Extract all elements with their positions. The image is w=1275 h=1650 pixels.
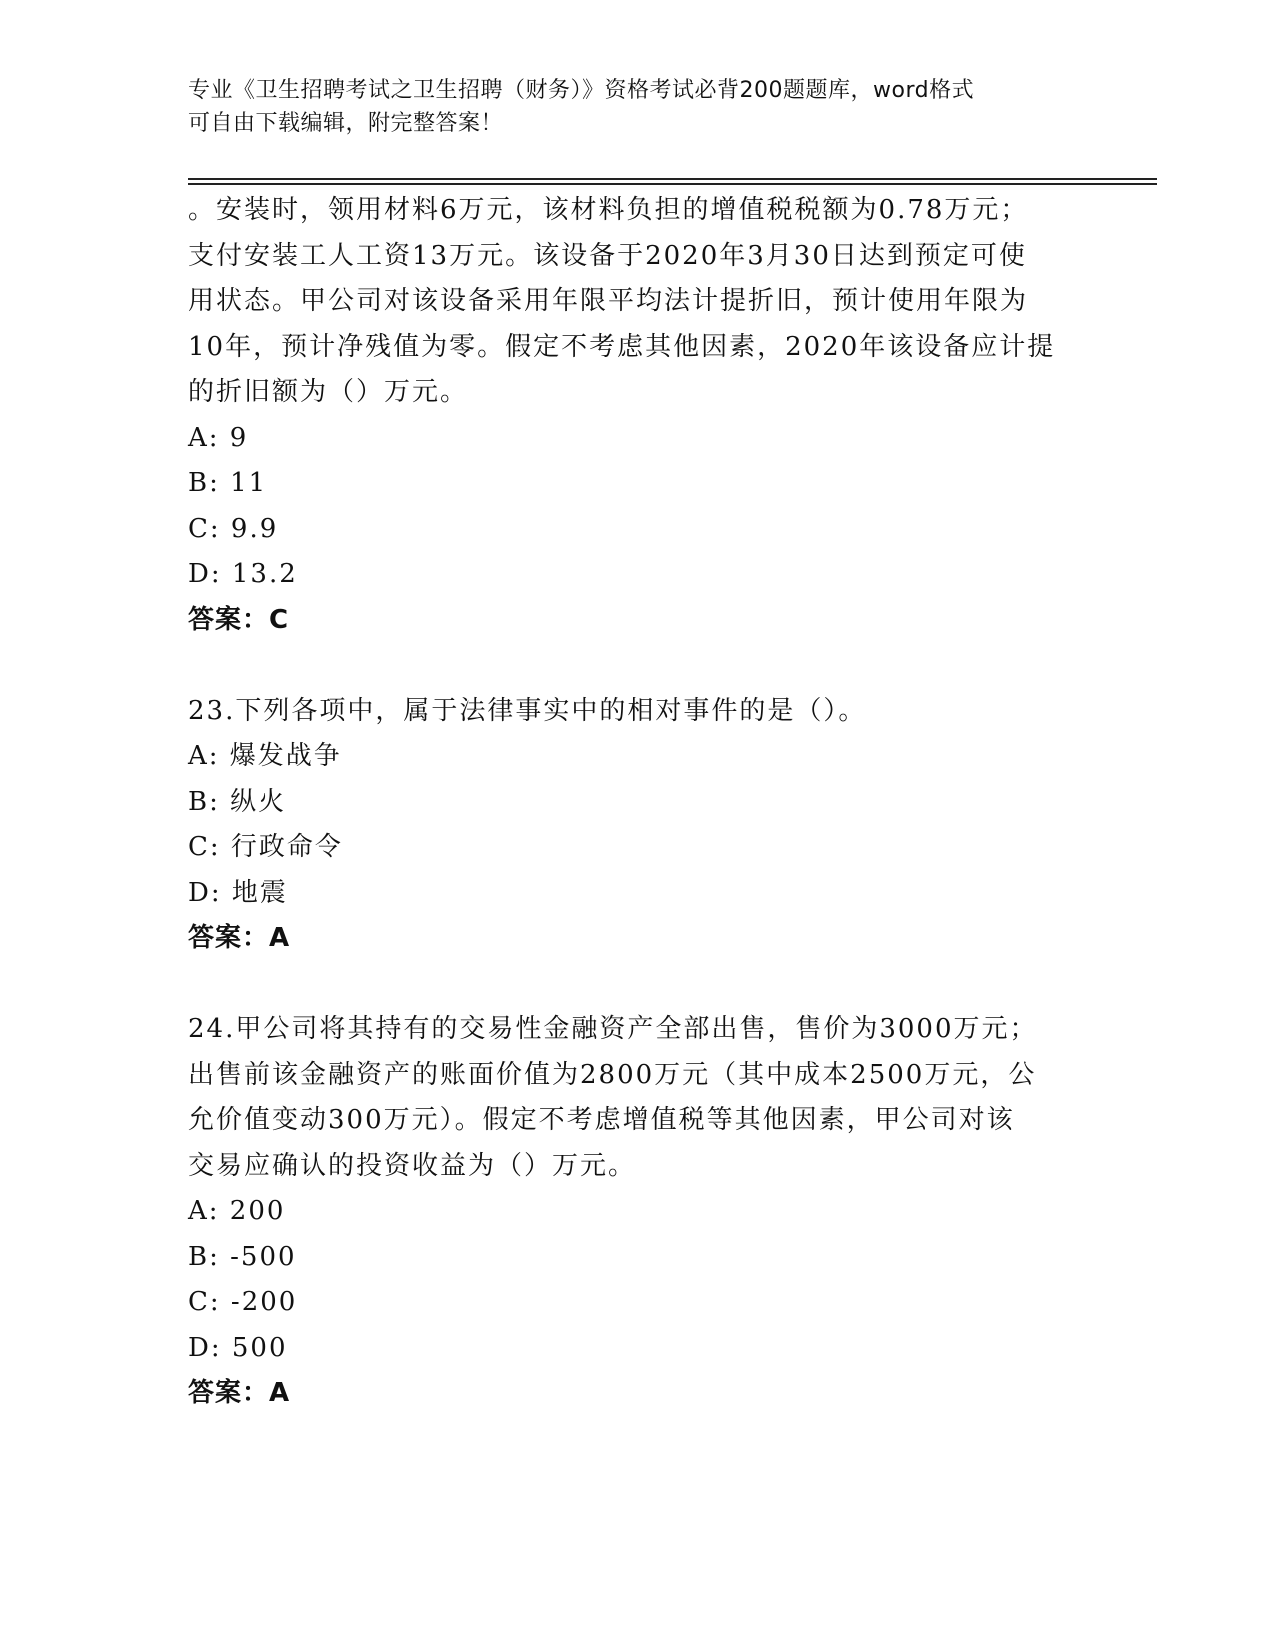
option-c: C: -200 [188, 1287, 298, 1317]
option-a: A: 9 [188, 422, 249, 453]
question-stem-line: 的折旧额为（）万元。 [188, 377, 469, 407]
question-spacer [188, 643, 1088, 689]
header-line-2: 可自由下载编辑，附完整答案！ [188, 111, 504, 136]
option-a: A: 200 [188, 1196, 286, 1226]
question-stem-line: 23.下列各项中，属于法律事实中的相对事件的是（）。 [188, 695, 867, 726]
answer-line: 答案：C [188, 604, 290, 635]
option-c: C: 9.9 [188, 513, 279, 544]
option-d: D: 地震 [188, 877, 288, 908]
answer-line: 答案：A [188, 923, 291, 953]
document-header [188, 74, 1068, 140]
option-b: B: -500 [188, 1241, 297, 1272]
question-stem-line: 出售前该金融资产的账面价值为2800万元（其中成本2500万元，公 [188, 1059, 1037, 1090]
question-spacer [188, 962, 1088, 1008]
option-c: C: 行政命令 [188, 832, 343, 862]
option-a: A: 爆发战争 [188, 741, 342, 771]
header-divider-top [188, 178, 1157, 180]
question-stem-line: 交易应确认的投资收益为（）万元。 [188, 1150, 637, 1181]
option-d: D: 13.2 [188, 559, 298, 589]
question-stem-line: 24.甲公司将其持有的交易性金融资产全部出售，售价为3000万元； [188, 1014, 1038, 1044]
header-line-1: 专业《卫生招聘考试之卫生招聘（财务）》资格考试必背200题题库，word格式 [188, 78, 975, 103]
question-stem-line: 允价值变动300万元）。假定不考虑增值税等其他因素，甲公司对该 [188, 1105, 1015, 1135]
question-stem-line: 。安装时，领用材料6万元，该材料负担的增值税税额为0.78万元； [188, 195, 1029, 225]
header-divider-bottom [188, 183, 1157, 185]
question-23 [188, 689, 1088, 962]
answer-line: 答案：A [188, 1378, 291, 1408]
question-22 [188, 188, 1088, 643]
option-b: B: 纵火 [188, 786, 287, 817]
question-stem-line: 用状态。甲公司对该设备采用年限平均法计提折旧，预计使用年限为 [188, 286, 1029, 316]
option-b: B: 11 [188, 468, 268, 498]
option-d: D: 500 [188, 1332, 288, 1363]
document-body [188, 188, 1088, 1417]
question-stem-line: 10年，预计净残值为零。假定不考虑其他因素，2020年该设备应计提 [188, 331, 1056, 362]
question-stem-line: 支付安装工人工资13万元。该设备于2020年3月30日达到预定可使 [188, 240, 1027, 271]
question-24 [188, 1007, 1088, 1417]
